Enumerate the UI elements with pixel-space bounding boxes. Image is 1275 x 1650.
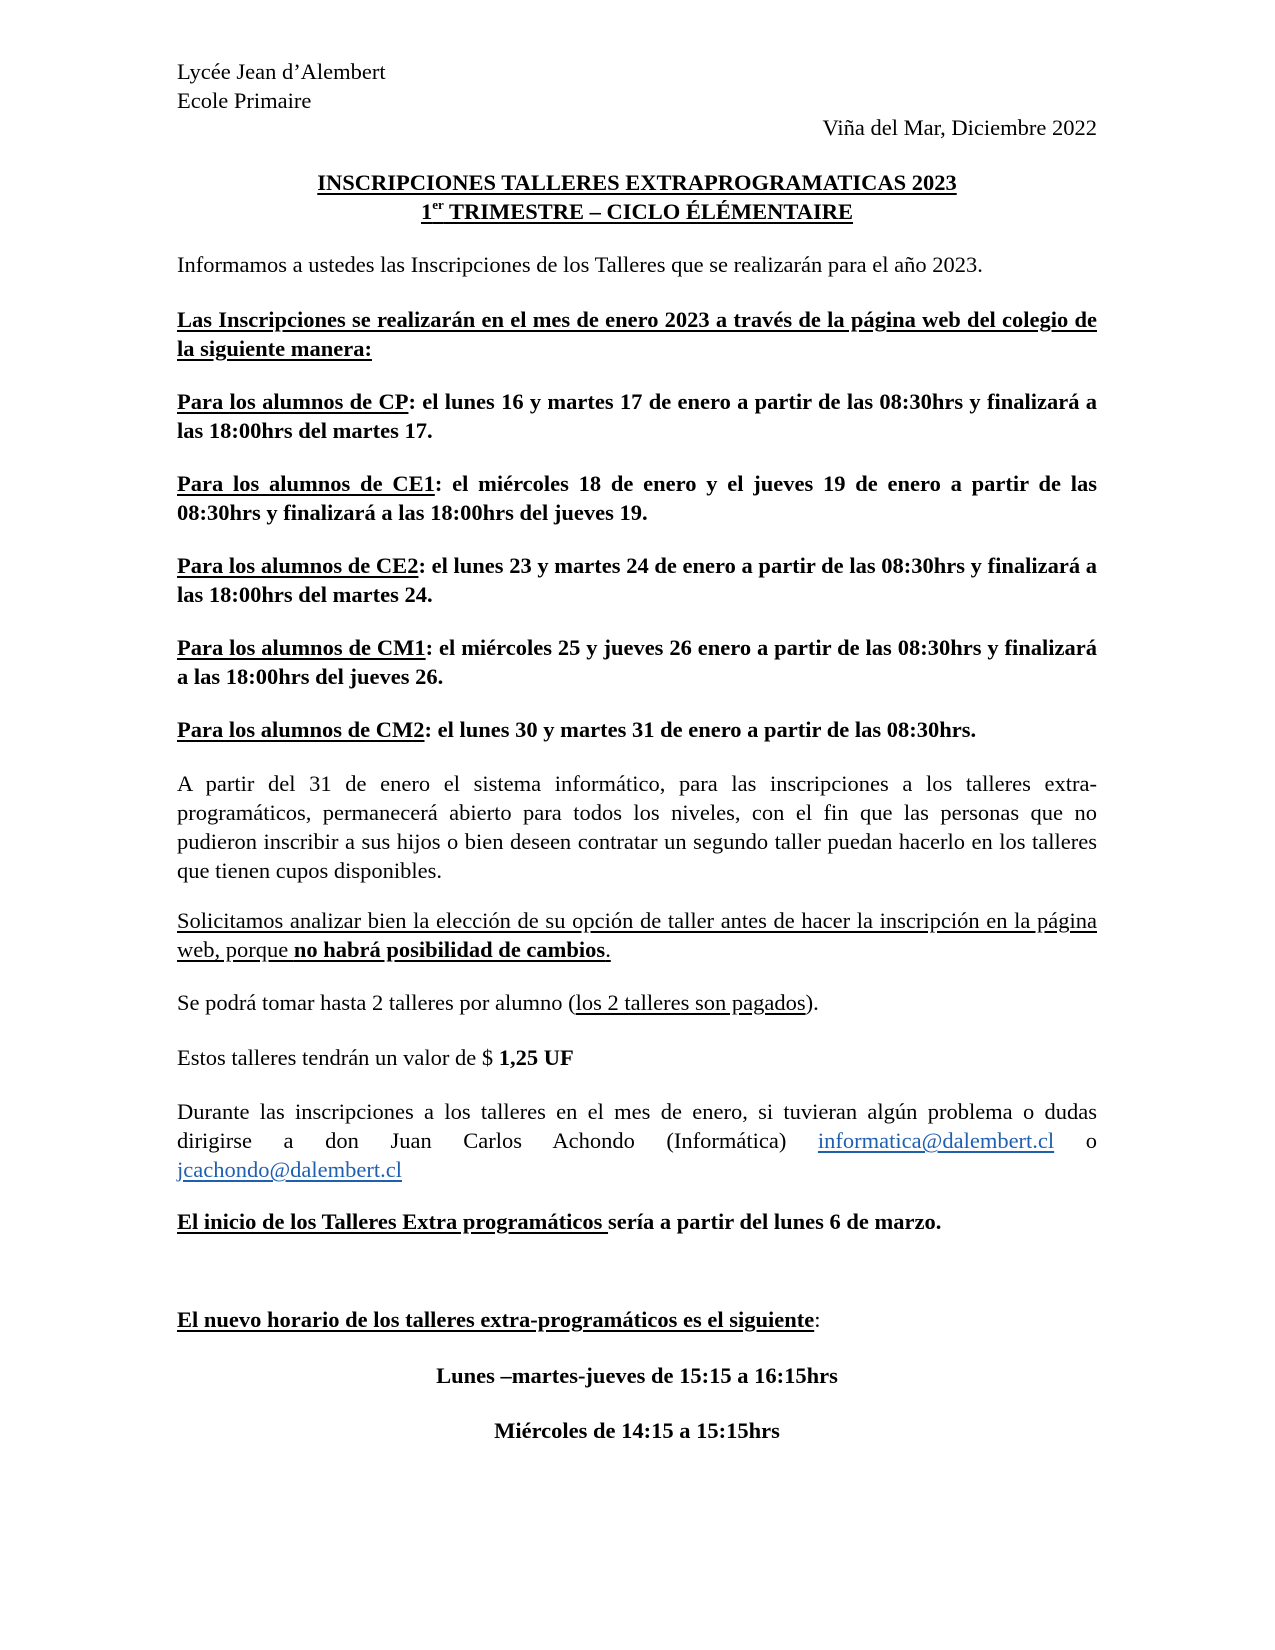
new-schedule-line-2: Miércoles de 14:15 a 15:15hrs — [494, 1418, 780, 1443]
limit-paragraph: Se podrá tomar hasta 2 talleres por alumno (los 2 talleres son pagados). — [177, 990, 819, 1015]
school-name: Lycée Jean d’Alembert — [177, 59, 386, 84]
start-date-paragraph: El inicio de los Talleres Extra programáticos sería a partir del lunes 6 de marzo. — [177, 1209, 942, 1234]
intro-paragraph: Informamos a ustedes las Inscripciones de los Talleres que se realizarán para el año 2023. — [177, 252, 983, 277]
schedule-cm1: Para los alumnos de CM1: el miércoles 25 y jueves 26 enero a partir de las 08:30hrs y finalizará a las 18:00hrs del jueves 26. — [177, 635, 1097, 689]
price-value: 1,25 UF — [498, 1045, 574, 1070]
contact-paragraph: Durante las inscripciones a los talleres en el mes de enero, si tuvieran algún problema o dudas dirigirse a don Juan Carlos Achondo (Informática) informatica@dalembert.cl o jcachondo@dalembert.cl — [177, 1099, 1097, 1182]
new-schedule-line-1: Lunes –martes-jueves de 15:15 a 16:15hrs — [436, 1363, 838, 1388]
email-link-jcachondo[interactable]: jcachondo@dalembert.cl — [177, 1157, 402, 1182]
title-line-1: INSCRIPCIONES TALLERES EXTRAPROGRAMATICAS 2023 — [317, 170, 957, 195]
warning-paragraph: Solicitamos analizar bien la elección de su opción de taller antes de hacer la inscripción en la página web, porque no habrá posibilidad de cambios. — [177, 908, 1097, 962]
schedule-cp: Para los alumnos de CP: el lunes 16 y martes 17 de enero a partir de las 08:30hrs y finalizará a las 18:00hrs del martes 17. — [177, 389, 1097, 443]
email-link-informatica[interactable]: informatica@dalembert.cl — [817, 1128, 1055, 1153]
schedule-cm2: Para los alumnos de CM2: el lunes 30 y martes 31 de enero a partir de las 08:30hrs. — [177, 717, 977, 742]
price-paragraph: Estos talleres tendrán un valor de $ 1,25 UF — [177, 1045, 574, 1070]
schedule-ce1: Para los alumnos de CE1: el miércoles 18 de enero y el jueves 19 de enero a partir de las 08:30hrs y finalizará a las 18:00hrs del jueves 19. — [177, 471, 1097, 525]
schedule-ce2: Para los alumnos de CE2: el lunes 23 y martes 24 de enero a partir de las 08:30hrs y finalizará a las 18:00hrs del martes 24. — [177, 553, 1097, 607]
school-section: Ecole Primaire — [177, 88, 312, 113]
document-title — [177, 168, 1097, 226]
no-changes-warning: no habrá posibilidad de cambios — [293, 937, 606, 962]
open-system-paragraph: A partir del 31 de enero el sistema informático, para las inscripciones a los talleres extra-programáticos, permanecerá abierto para todos los niveles, con el fin que las personas que no pudieron inscribir a sus hijos o bien deseen contratar un segundo taller puedan hacerlo en los talleres que tienen cupos disponibles. — [177, 771, 1097, 883]
new-schedule-heading: El nuevo horario de los talleres extra-programáticos es el siguiente: — [177, 1307, 821, 1332]
registration-heading: Las Inscripciones se realizarán en el mes de enero 2023 a través de la página web del colegio de la siguiente manera: — [177, 307, 1097, 361]
title-line-2: 1er TRIMESTRE – CICLO ÉLÉMENTAIRE — [420, 196, 854, 224]
school-header — [177, 57, 1097, 115]
place-date: Viña del Mar, Diciembre 2022 — [822, 115, 1097, 140]
